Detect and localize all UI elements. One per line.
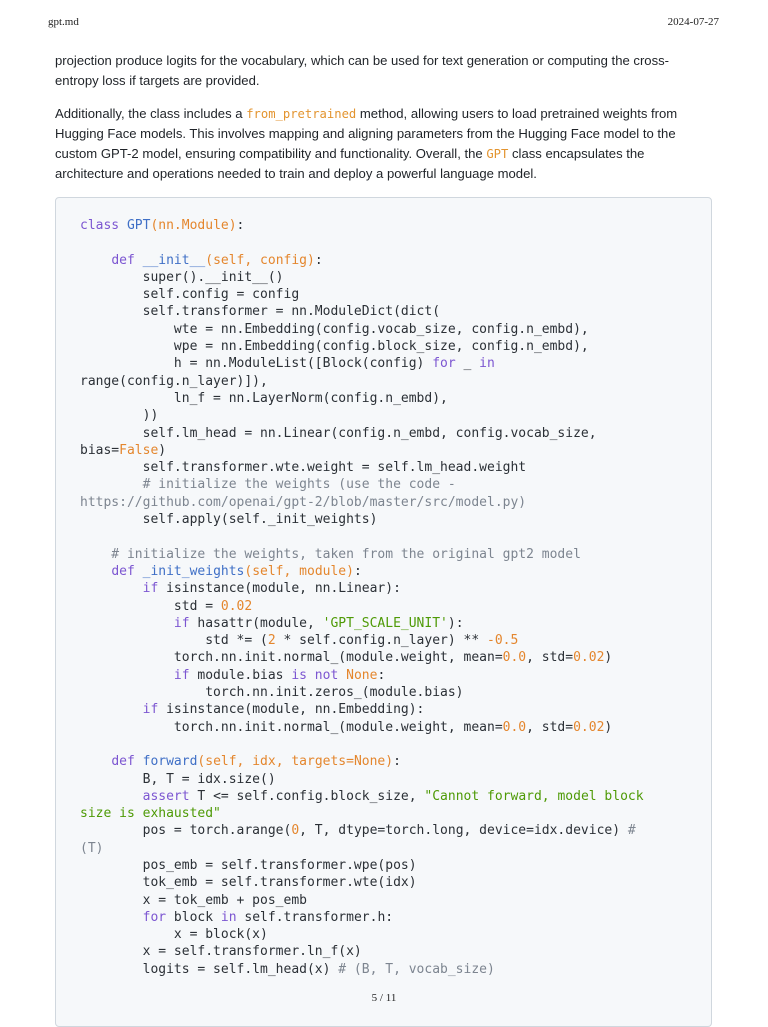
code-line bbox=[80, 426, 597, 441]
code-line bbox=[80, 547, 581, 562]
code-token: )) bbox=[80, 408, 159, 424]
code-token: if bbox=[142, 581, 159, 597]
code-token: hasattr(module, bbox=[189, 615, 323, 631]
code-token: https://github.com/openai/gpt-2/blob/master/src/model.py) bbox=[80, 494, 527, 510]
code-token: if bbox=[173, 667, 190, 683]
code-token: ln_f = nn.LayerNorm(config.n_embd), bbox=[80, 390, 448, 406]
paragraph-text: class encapsulates the architecture and operations needed to train and deploy a powerful language model. bbox=[55, 146, 645, 181]
code-line bbox=[80, 460, 526, 475]
code-line bbox=[80, 893, 307, 908]
code-token: # initialize the weights, taken from the original gpt2 model bbox=[80, 546, 581, 562]
code-token: x = block(x) bbox=[80, 927, 268, 943]
code-line bbox=[80, 599, 252, 614]
code-token: , T, dtype=torch.long, device=idx.device) bbox=[299, 823, 628, 839]
code-line bbox=[80, 720, 612, 735]
code-line bbox=[80, 650, 612, 665]
code-line bbox=[80, 789, 644, 804]
code-token: GPT bbox=[126, 218, 151, 233]
code-line bbox=[80, 512, 377, 527]
code-token bbox=[338, 668, 346, 683]
code-token bbox=[80, 253, 111, 268]
code-line bbox=[80, 685, 464, 700]
code-line bbox=[80, 858, 417, 873]
code-token: def bbox=[111, 563, 143, 579]
code-token: wpe = nn.Embedding(config.block_size, config.n_embd), bbox=[80, 339, 589, 355]
code-token: 'GPT_SCALE_UNIT' bbox=[322, 615, 448, 631]
code-line bbox=[80, 616, 464, 631]
code-token: def bbox=[111, 252, 143, 268]
code-token: None bbox=[346, 667, 378, 683]
code-token: block bbox=[166, 909, 221, 925]
code-line bbox=[80, 287, 299, 302]
code-token: in bbox=[220, 909, 237, 925]
code-line bbox=[80, 927, 268, 942]
code-token: 0.02 bbox=[573, 650, 605, 666]
inline-code-gpt: GPT bbox=[486, 147, 509, 161]
code-token: -0.5 bbox=[487, 633, 519, 649]
code-token: __init__ bbox=[142, 252, 206, 268]
paragraph-from-pretrained bbox=[55, 104, 715, 184]
code-line bbox=[80, 304, 440, 319]
code-token: # bbox=[627, 823, 636, 839]
paragraph-intro bbox=[55, 51, 715, 91]
code-line bbox=[80, 443, 166, 458]
code-token: torch.nn.init.normal_(module.weight, mean= bbox=[80, 719, 503, 735]
code-token: x = tok_emb + pos_emb bbox=[80, 892, 307, 908]
code-token bbox=[80, 564, 111, 579]
code-token: forward bbox=[142, 754, 198, 770]
code-line bbox=[80, 477, 456, 492]
document-filename: gpt.md bbox=[48, 16, 79, 28]
code-line bbox=[80, 495, 526, 510]
code-token: wte = nn.Embedding(config.vocab_size, config.n_embd), bbox=[80, 321, 589, 337]
code-token: torch.nn.init.normal_(module.weight, mean= bbox=[80, 650, 503, 666]
code-token: # (B, T, vocab_size) bbox=[338, 961, 495, 977]
code-token: torch.nn.init.zeros_(module.bias) bbox=[80, 685, 464, 701]
code-token: T <= self.config.block_size, bbox=[189, 788, 425, 804]
code-token: _init_weights bbox=[142, 563, 245, 579]
code-token: pos = torch.arange( bbox=[80, 823, 292, 839]
code-line bbox=[80, 391, 448, 406]
code-token: "Cannot forward, model block bbox=[424, 788, 644, 804]
code-token: ) bbox=[158, 442, 167, 458]
code-token: if bbox=[173, 615, 190, 631]
code-token bbox=[80, 702, 143, 717]
code-line bbox=[80, 754, 401, 769]
code-token bbox=[80, 754, 111, 769]
code-token: : bbox=[353, 563, 362, 579]
code-token: self.apply(self._init_weights) bbox=[80, 512, 378, 528]
code-token: B, T = idx.size() bbox=[80, 771, 276, 787]
code-token: 2 bbox=[267, 633, 276, 649]
code-token: * self.config.n_layer) ** bbox=[275, 633, 487, 649]
code-token bbox=[80, 616, 174, 631]
code-line bbox=[80, 408, 158, 423]
code-token: : bbox=[314, 252, 323, 268]
code-line bbox=[80, 270, 284, 285]
code-token: size is exhausted" bbox=[80, 806, 221, 822]
code-token: 0.02 bbox=[573, 719, 605, 735]
code-token bbox=[80, 789, 143, 804]
code-line bbox=[80, 322, 589, 337]
code-token bbox=[80, 581, 143, 596]
code-token: : bbox=[393, 754, 401, 770]
code-token: super().__init__() bbox=[80, 269, 284, 285]
code-token: 0.0 bbox=[502, 650, 527, 666]
code-token: isinstance(module, nn.Linear): bbox=[158, 581, 401, 597]
code-token: _ bbox=[455, 356, 480, 372]
code-line bbox=[80, 910, 393, 925]
code-token: (self, module) bbox=[244, 563, 354, 579]
code-token: , std= bbox=[526, 719, 574, 735]
code-token: tok_emb = self.transformer.wte(idx) bbox=[80, 875, 417, 891]
code-line bbox=[80, 356, 495, 371]
code-token: std = bbox=[80, 598, 221, 614]
code-token: bias= bbox=[80, 442, 120, 458]
code-line bbox=[80, 962, 495, 977]
code-token: (nn.Module) bbox=[150, 218, 237, 233]
code-line bbox=[80, 841, 103, 856]
code-line bbox=[80, 564, 362, 579]
code-line bbox=[80, 253, 323, 268]
code-token: 0.0 bbox=[502, 719, 527, 735]
code-token: class bbox=[80, 218, 127, 233]
paragraph-text: method, allowing users to load pretrained weights from Hugging Face models. This involves mapping and aligning parameters from the Hugging Face model to the custom GPT-2 model, ensuring compatibility and functionality. Overall, the bbox=[55, 106, 678, 161]
code-token: False bbox=[119, 442, 159, 458]
code-token: 0 bbox=[291, 823, 300, 839]
code-block bbox=[55, 197, 712, 1027]
code-token: def bbox=[111, 754, 143, 770]
code-token: self.config = config bbox=[80, 287, 300, 303]
code-token: pos_emb = self.transformer.wpe(pos) bbox=[80, 857, 417, 873]
code-token: 0.02 bbox=[220, 598, 253, 614]
code-token bbox=[80, 668, 174, 683]
code-line bbox=[80, 944, 362, 959]
code-line bbox=[80, 581, 401, 596]
code-token: logits = self.lm_head(x) bbox=[80, 961, 339, 977]
code-token: ): bbox=[447, 615, 464, 631]
code-token: if bbox=[142, 702, 159, 718]
code-line bbox=[80, 806, 221, 821]
code-token: x = self.transformer.ln_f(x) bbox=[80, 944, 362, 960]
code-token: in bbox=[479, 356, 495, 372]
code-token: self.transformer.wte.weight = self.lm_head.weight bbox=[80, 460, 527, 476]
paragraph-intro-line1: projection produce logits for the vocabulary, which can be used for text generation or computing the cross- bbox=[55, 53, 670, 68]
code-token: module.bias bbox=[189, 667, 292, 683]
code-line bbox=[80, 702, 424, 717]
code-token: (self, idx, targets=None) bbox=[197, 754, 394, 770]
code-token bbox=[80, 910, 143, 925]
code-token: : bbox=[377, 667, 386, 683]
paragraph-text: Additionally, the class includes a bbox=[55, 106, 247, 121]
inline-code-from-pretrained: from_pretrained bbox=[246, 107, 357, 121]
code-listing bbox=[80, 217, 644, 978]
code-line bbox=[80, 772, 276, 787]
code-token: isinstance(module, nn.Embedding): bbox=[158, 702, 425, 718]
code-token: (self, config) bbox=[205, 252, 315, 268]
code-line bbox=[80, 633, 518, 648]
code-line bbox=[80, 668, 385, 683]
code-line bbox=[80, 875, 417, 890]
code-token: , std= bbox=[526, 650, 574, 666]
code-token: self.transformer.h: bbox=[236, 909, 394, 925]
code-token: # initialize the weights (use the code - bbox=[80, 477, 456, 493]
code-token: for bbox=[142, 909, 167, 925]
page-number: 5 / 11 bbox=[371, 992, 397, 1004]
code-token: for bbox=[432, 356, 456, 372]
code-token: assert bbox=[142, 788, 190, 804]
code-line bbox=[80, 374, 268, 389]
code-token: range(config.n_layer)]), bbox=[80, 373, 268, 389]
code-token: self.lm_head = nn.Linear(config.n_embd, config.vocab_size, bbox=[80, 425, 597, 441]
code-line bbox=[80, 339, 589, 354]
code-token: ) bbox=[604, 650, 613, 666]
paragraph-intro-line2: entropy loss if targets are provided. bbox=[55, 73, 260, 88]
code-token: std *= ( bbox=[80, 633, 268, 649]
code-token: is not bbox=[291, 667, 339, 683]
code-token: ) bbox=[604, 719, 613, 735]
code-line bbox=[80, 218, 244, 233]
code-token: h = nn.ModuleList([Block(config) bbox=[80, 356, 433, 372]
code-token: self.transformer = nn.ModuleDict(dict( bbox=[80, 304, 441, 320]
code-token: : bbox=[236, 218, 245, 233]
code-line bbox=[80, 823, 636, 838]
code-token: (T) bbox=[80, 840, 104, 856]
document-date: 2024-07-27 bbox=[667, 16, 719, 28]
